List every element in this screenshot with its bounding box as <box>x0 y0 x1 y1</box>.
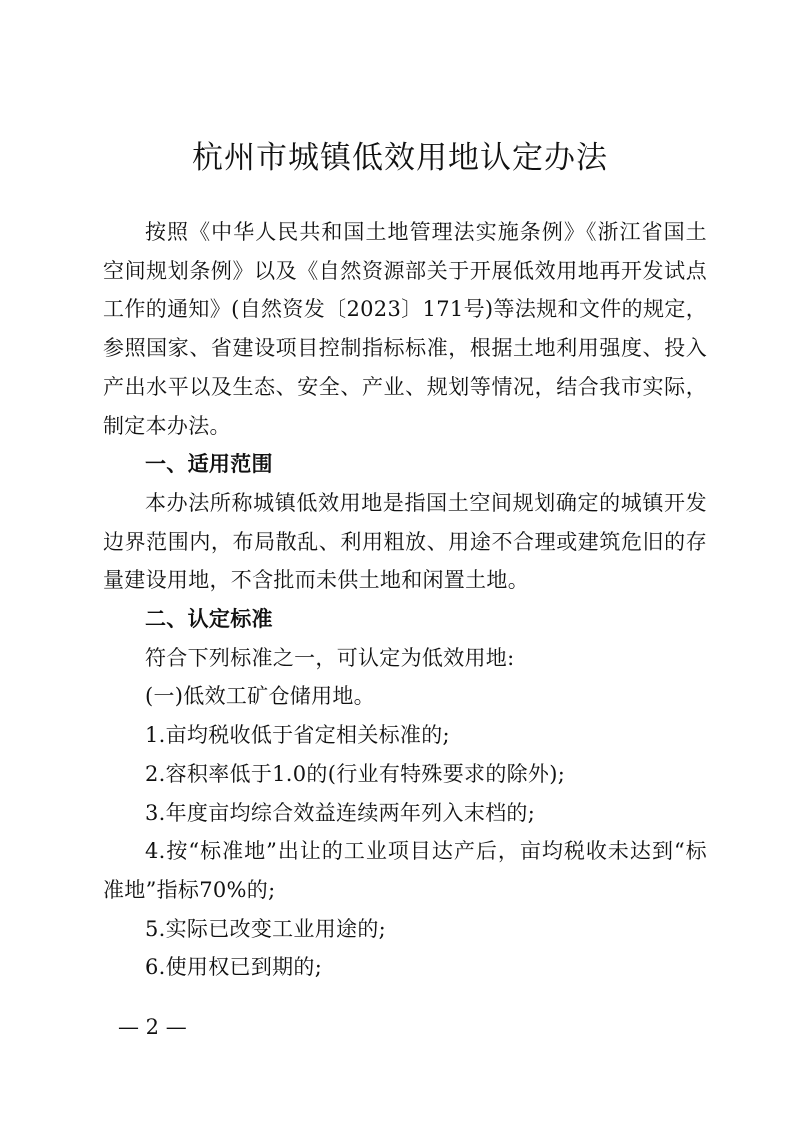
page-number: — 2 — <box>118 1015 187 1039</box>
intro-paragraph: 按照《中华人民共和国土地管理法实施条例》《浙江省国土空间规划条例》以及《自然资源部关于开展低效用地再开发试点工作的通知》(自然资发〔2023〕171号)等法规和文件的规定，参照国家、省建设项目控制指标标准，根据土地利用强度、投入产出水平以及生态、安全、产业、规划等情况，结合我市实际，制定本办法。 <box>103 220 707 438</box>
criteria-item: 4.按“标准地”出让的工业项目达产后，亩均税收未达到“标准地”指标70%的; <box>103 839 707 902</box>
document-body <box>103 213 707 987</box>
criteria-item: 1.亩均税收低于省定相关标准的; <box>145 723 450 748</box>
criteria-item: 6.使用权已到期的; <box>145 955 323 980</box>
criteria-item: 3.年度亩均综合效益连续两年列入末档的; <box>145 800 536 825</box>
criteria-item: 2.容积率低于1.0的(行业有特殊要求的除外); <box>145 761 566 786</box>
section-heading-criteria: 二、认定标准 <box>145 607 273 632</box>
scope-paragraph: 本办法所称城镇低效用地是指国土空间规划确定的城镇开发边界范围内，布局散乱、利用粗放、用途不合理或建筑危旧的存量建设用地，不含批而未供土地和闲置土地。 <box>103 490 707 593</box>
section-heading-scope: 一、适用范围 <box>145 452 273 477</box>
subsection-industrial-land: (一)低效工矿仓储用地。 <box>145 684 375 709</box>
criteria-item: 5.实际已改变工业用途的; <box>145 916 387 941</box>
criteria-intro: 符合下列标准之一，可认定为低效用地: <box>145 645 515 670</box>
document-title: 杭州市城镇低效用地认定办法 <box>192 140 608 176</box>
